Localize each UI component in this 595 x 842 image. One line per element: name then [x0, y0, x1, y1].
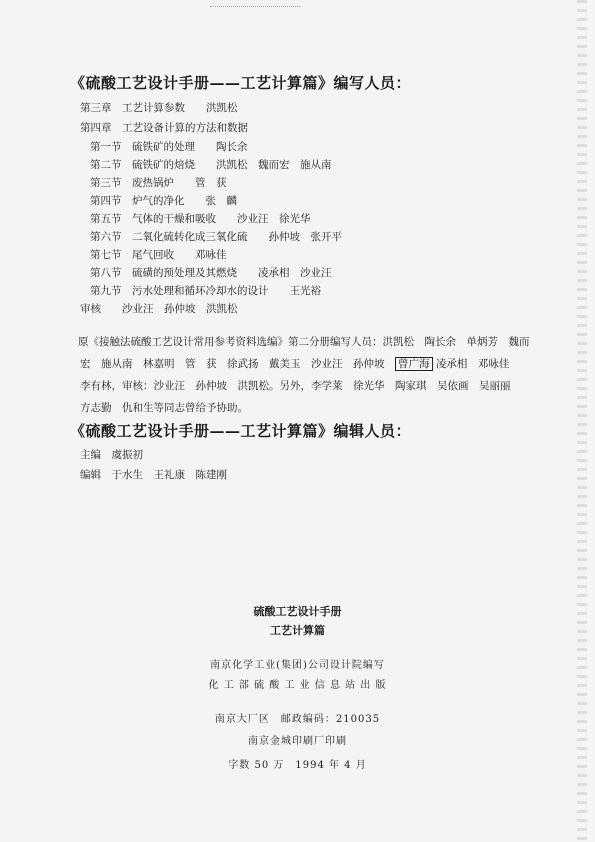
editor-line: 第六节 二氧化硫转化成三氧化硫 孙仲坡 张开平 [90, 231, 342, 243]
editor-line: 第五节 气体的干燥和吸收 沙业汪 徐光华 [90, 213, 311, 225]
imprint-wordcount-date: 字数 50 万 1994 年 4 月 [228, 760, 367, 771]
paragraph-text: 原《接触法硫酸工艺设计常用参考资料选编》第二分册编写人员：洪凯松 陶长余 单炳芳 魏而宏 施从南 林嘉明 管 获 徐武扬 戴美玉 沙业汪 孙仲坡 [78, 336, 530, 370]
imprint-author: 南京化学工业(集团)公司设计院编写 [210, 660, 385, 671]
editor-line: 第三章 工艺计算参数 洪凯松 [80, 102, 238, 114]
top-scan-mark [210, 0, 300, 7]
editor-line: 第二节 硫铁矿的焙烧 洪凯松 魏而宏 施从南 [90, 159, 332, 171]
imprint-title: 硫酸工艺设计手册 [253, 605, 342, 618]
editor-line: 第八节 硫磺的预处理及其燃烧 凌承相 沙业汪 [90, 267, 332, 279]
compiler-line: 编辑 于水生 王礼康 陈建刚 [80, 469, 227, 481]
editor-line: 第四节 炉气的净化 张 麟 [90, 195, 237, 207]
boxed-name: 曾广海 [395, 357, 433, 371]
editors-heading: 《硫酸工艺设计手册——工艺计算篇》编写人员： [70, 74, 412, 92]
imprint-printer: 南京金城印刷厂印刷 [248, 736, 347, 747]
editor-line: 第九节 污水处理和循环冷却水的设计 王光裕 [90, 285, 321, 297]
imprint-address: 南京大厂区 邮政编码：210035 [214, 714, 381, 725]
imprint-publisher: 化 工 部 硫 酸 工 业 信 息 站 出 版 [208, 680, 387, 691]
compilers-heading: 《硫酸工艺设计手册——工艺计算篇》编辑人员： [70, 422, 412, 440]
original-contributors-paragraph [80, 331, 530, 419]
compiler-line: 主编 虞振初 [80, 449, 143, 461]
editor-line: 第三节 废热锅炉 管 获 [90, 177, 227, 189]
paragraph-text: 凌承相 邓咏佳 李有林，审核：沙业汪 孙仲坡 洪凯松。另外，李学莱 徐光华 陶家琪 吴依画 吴丽丽 方志勤 仇和生等同志曾给予协助。 [80, 358, 521, 414]
editor-line: 第七节 尾气回收 邓咏佳 [90, 249, 227, 261]
editor-line: 审核 沙业汪 孙仲坡 洪凯松 [80, 303, 238, 315]
editor-line: 第四章 工艺设备计算的方法和数据 [80, 122, 248, 134]
imprint-subtitle: 工艺计算篇 [270, 624, 325, 637]
editor-line: 第一节 硫铁矿的处理 陶长余 [90, 141, 248, 153]
